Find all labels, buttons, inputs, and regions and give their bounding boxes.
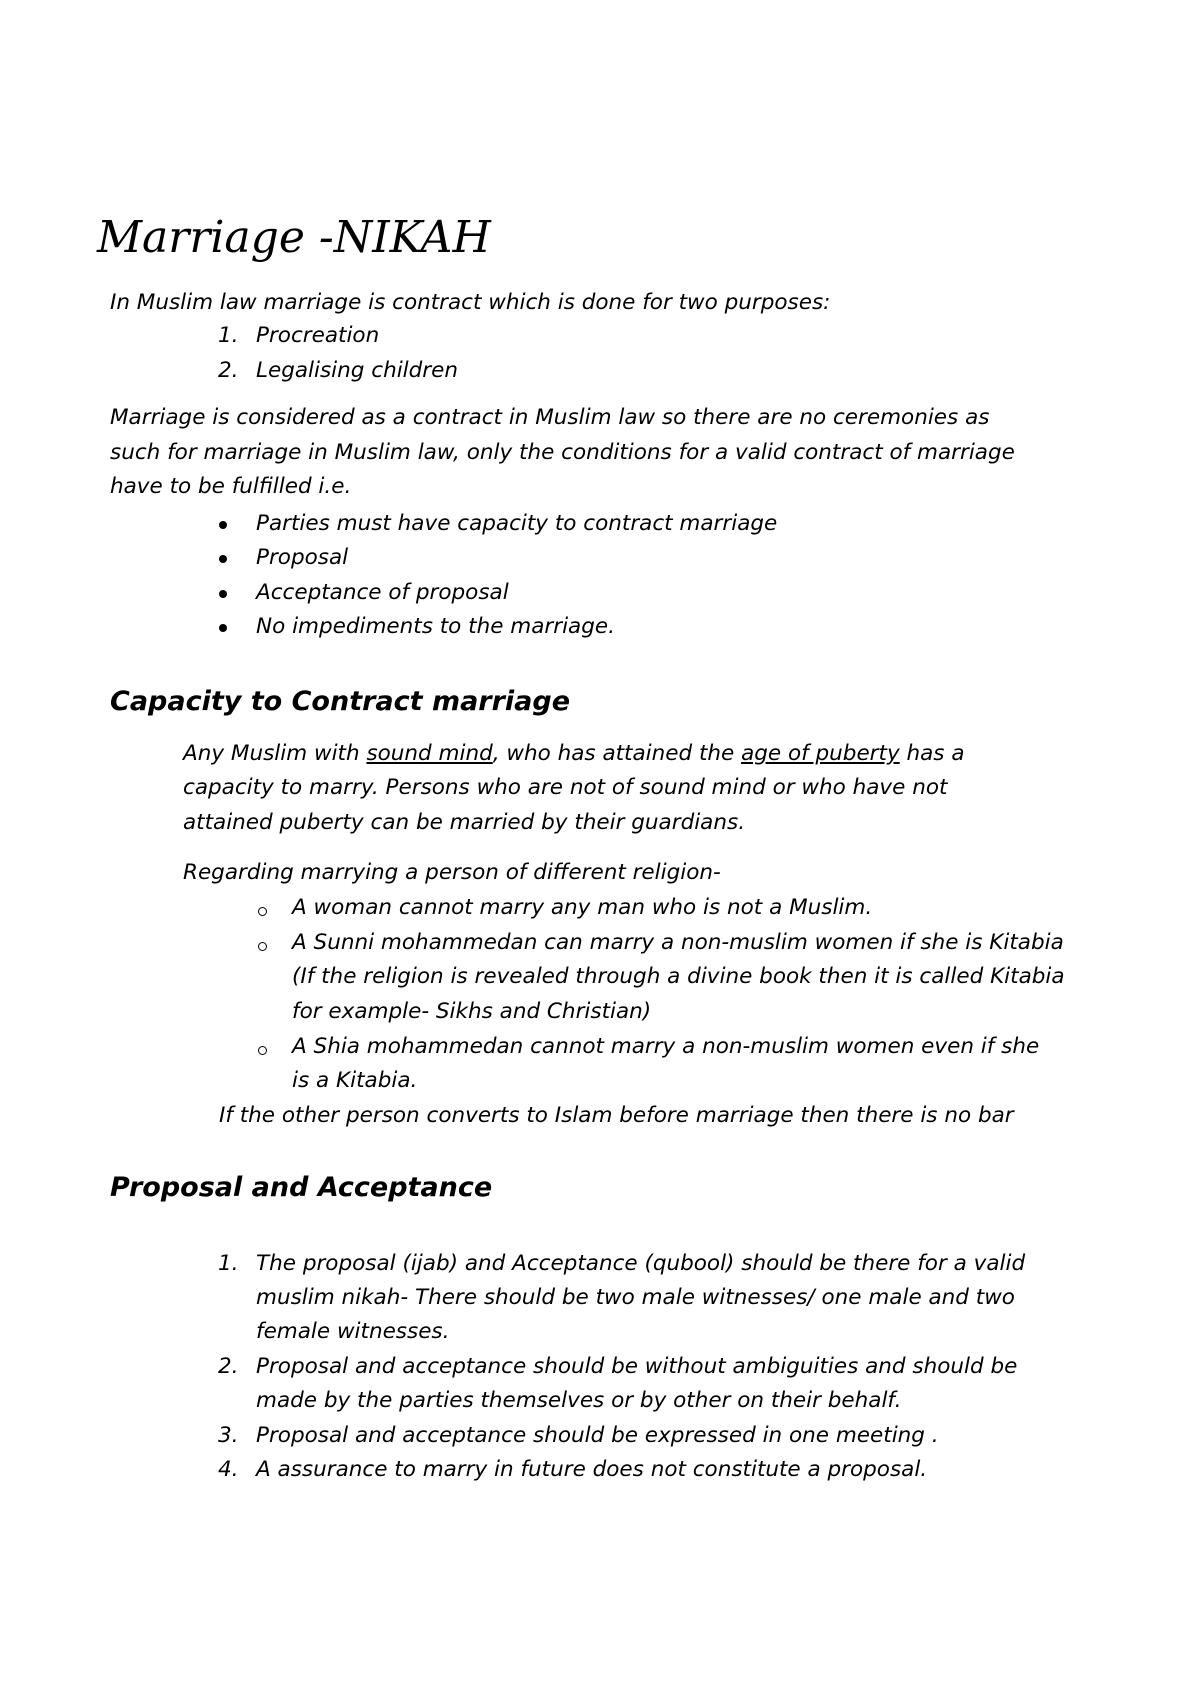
paragraph-line: have to be fulfilled i.e. <box>110 474 352 499</box>
list-item-continuation: (If the religion is revealed through a divine book then it is called Kitabia <box>292 964 1065 989</box>
list-number: 4. <box>218 1457 239 1482</box>
list-number: 1. <box>218 323 239 348</box>
list-number: 2. <box>218 358 239 383</box>
list-item-continuation: muslim nikah- There should be two male witnesses/ one male and two <box>256 1285 1015 1310</box>
list-item-continuation: for example- Sikhs and Christian) <box>292 999 652 1024</box>
list-item: Parties must have capacity to contract marriage <box>256 511 778 536</box>
intro-text: In Muslim law marriage is contract which is done for two purposes: <box>110 290 831 315</box>
circle-bullet-icon <box>258 942 267 951</box>
list-item: No impediments to the marriage. <box>256 614 615 639</box>
bullet-icon <box>219 624 227 632</box>
list-item: Procreation <box>256 323 380 348</box>
list-item: A assurance to marry in future does not constitute a proposal. <box>256 1457 928 1482</box>
list-item: Proposal <box>256 545 349 570</box>
paragraph-line: such for marriage in Muslim law, only the conditions for a valid contract of marriage <box>110 440 1015 465</box>
list-item: A woman cannot marry any man who is not a Muslim. <box>292 895 873 920</box>
underlined-term: sound mind <box>366 741 493 766</box>
underlined-term: age of puberty <box>741 741 900 766</box>
paragraph-line: Any Muslim with sound mind, who has attained the age of puberty has a <box>183 741 965 766</box>
list-item: Proposal and acceptance should be without ambiguities and should be <box>256 1354 1018 1379</box>
list-number: 3. <box>218 1423 239 1448</box>
document-title: Marriage -NIKAH <box>97 212 491 263</box>
section-heading: Capacity to Contract marriage <box>110 686 571 717</box>
list-item: Proposal and acceptance should be expressed in one meeting . <box>256 1423 939 1448</box>
list-item: The proposal (ijab) and Acceptance (qubool) should be there for a valid <box>256 1251 1026 1276</box>
list-number: 2. <box>218 1354 239 1379</box>
paragraph-line: Regarding marrying a person of different religion- <box>183 860 721 885</box>
list-number: 1. <box>218 1251 239 1276</box>
paragraph-line: capacity to marry. Persons who are not of sound mind or who have not <box>183 775 948 800</box>
circle-bullet-icon <box>258 1046 267 1055</box>
paragraph-line: If the other person converts to Islam before marriage then there is no bar <box>219 1103 1014 1128</box>
list-item: Acceptance of proposal <box>256 580 509 605</box>
bullet-icon <box>219 555 227 563</box>
list-item: Legalising children <box>256 358 458 383</box>
paragraph-line: attained puberty can be married by their guardians. <box>183 810 746 835</box>
bullet-icon <box>219 521 227 529</box>
list-item: A Sunni mohammedan can marry a non-muslim women if she is Kitabia <box>292 930 1064 955</box>
paragraph-line: Marriage is considered as a contract in Muslim law so there are no ceremonies as <box>110 405 990 430</box>
list-item: A Shia mohammedan cannot marry a non-muslim women even if she <box>292 1034 1040 1059</box>
circle-bullet-icon <box>258 907 267 916</box>
list-item-continuation: made by the parties themselves or by other on their behalf. <box>256 1388 902 1413</box>
section-heading: Proposal and Acceptance <box>110 1172 493 1203</box>
bullet-icon <box>219 590 227 598</box>
list-item-continuation: is a Kitabia. <box>292 1068 418 1093</box>
list-item-continuation: female witnesses. <box>256 1319 450 1344</box>
